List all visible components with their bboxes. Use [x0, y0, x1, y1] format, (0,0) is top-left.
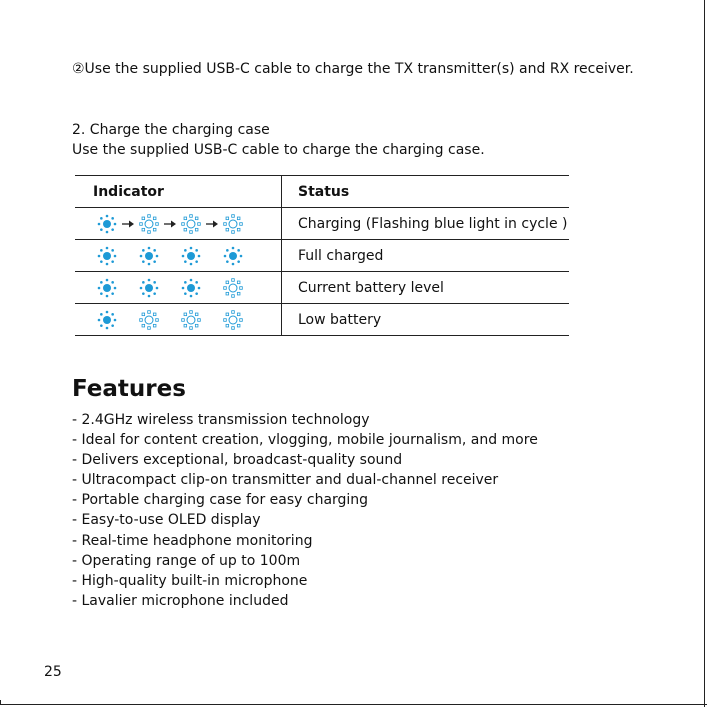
led-indicator-row	[93, 240, 281, 271]
list-item: - Real-time headphone monitoring	[72, 532, 313, 549]
list-item: - Lavalier microphone included	[72, 592, 289, 609]
arrow-separator	[121, 219, 135, 229]
led-on-icon	[181, 278, 201, 298]
table-row	[75, 240, 569, 272]
led-on-icon	[97, 246, 117, 266]
table-row	[75, 272, 569, 304]
arrow-right-icon	[121, 219, 135, 229]
led-slot	[135, 278, 163, 298]
led-on-icon	[139, 246, 159, 266]
step-note: ②Use the supplied USB-C cable to charge the TX transmitter(s) and RX receiver.	[72, 61, 634, 77]
led-on-icon	[223, 246, 243, 266]
led-off-icon	[223, 278, 243, 298]
status-cell: Low battery	[282, 304, 570, 336]
led-slot	[135, 246, 163, 266]
led-slot	[177, 310, 205, 330]
led-slot	[219, 310, 247, 330]
table-row	[75, 304, 569, 336]
section-description: Use the supplied USB-C cable to charge the charging case.	[72, 142, 485, 158]
led-slot	[219, 278, 247, 298]
arrow-separator	[205, 219, 219, 229]
led-indicator-row	[93, 272, 281, 303]
indicator-table	[75, 175, 569, 336]
led-slot	[93, 214, 121, 234]
led-on-icon	[97, 278, 117, 298]
page-border-bottom	[0, 704, 707, 705]
header-status: Status	[282, 176, 570, 208]
list-item: - Delivers exceptional, broadcast-quality sound	[72, 452, 403, 469]
led-on-icon	[139, 278, 159, 298]
list-item: - Ultracompact clip-on transmitter and dual-channel receiver	[72, 472, 499, 489]
page-border-right	[704, 0, 705, 707]
led-off-icon	[181, 310, 201, 330]
led-slot	[93, 278, 121, 298]
list-item: - Ideal for content creation, vlogging, mobile journalism, and more	[72, 432, 538, 449]
features-list	[72, 410, 538, 611]
led-slot	[177, 214, 205, 234]
list-item: - High-quality built-in microphone	[72, 572, 308, 589]
led-slot	[93, 310, 121, 330]
arrow-right-icon	[205, 219, 219, 229]
table-row	[75, 208, 569, 240]
led-slot	[177, 278, 205, 298]
list-item: - 2.4GHz wireless transmission technology	[72, 412, 370, 428]
features-heading: Features	[72, 376, 186, 402]
led-off-icon	[181, 214, 201, 234]
led-on-icon	[97, 310, 117, 330]
status-cell: Current battery level	[282, 272, 570, 304]
list-item: - Operating range of up to 100m	[72, 552, 301, 569]
led-off-icon	[223, 310, 243, 330]
led-slot	[219, 214, 247, 234]
led-off-icon	[223, 214, 243, 234]
led-slot	[135, 310, 163, 330]
section-title: 2. Charge the charging case	[72, 122, 270, 138]
led-slot	[93, 246, 121, 266]
led-indicator-row	[93, 304, 281, 335]
led-indicator-row	[93, 208, 281, 239]
status-cell: Full charged	[282, 240, 570, 272]
arrow-separator	[163, 219, 177, 229]
led-on-icon	[97, 214, 117, 234]
table-header-row	[75, 176, 569, 208]
led-slot	[177, 246, 205, 266]
led-off-icon	[139, 310, 159, 330]
led-off-icon	[139, 214, 159, 234]
led-on-icon	[181, 246, 201, 266]
crop-mark	[0, 700, 1, 704]
list-item: - Portable charging case for easy charging	[72, 492, 369, 509]
status-cell: Charging (Flashing blue light in cycle )	[282, 208, 570, 240]
list-item: - Easy-to-use OLED display	[72, 512, 261, 529]
arrow-right-icon	[163, 219, 177, 229]
led-slot	[135, 214, 163, 234]
led-slot	[219, 246, 247, 266]
page-number: 25	[44, 664, 62, 680]
header-indicator: Indicator	[75, 176, 282, 208]
